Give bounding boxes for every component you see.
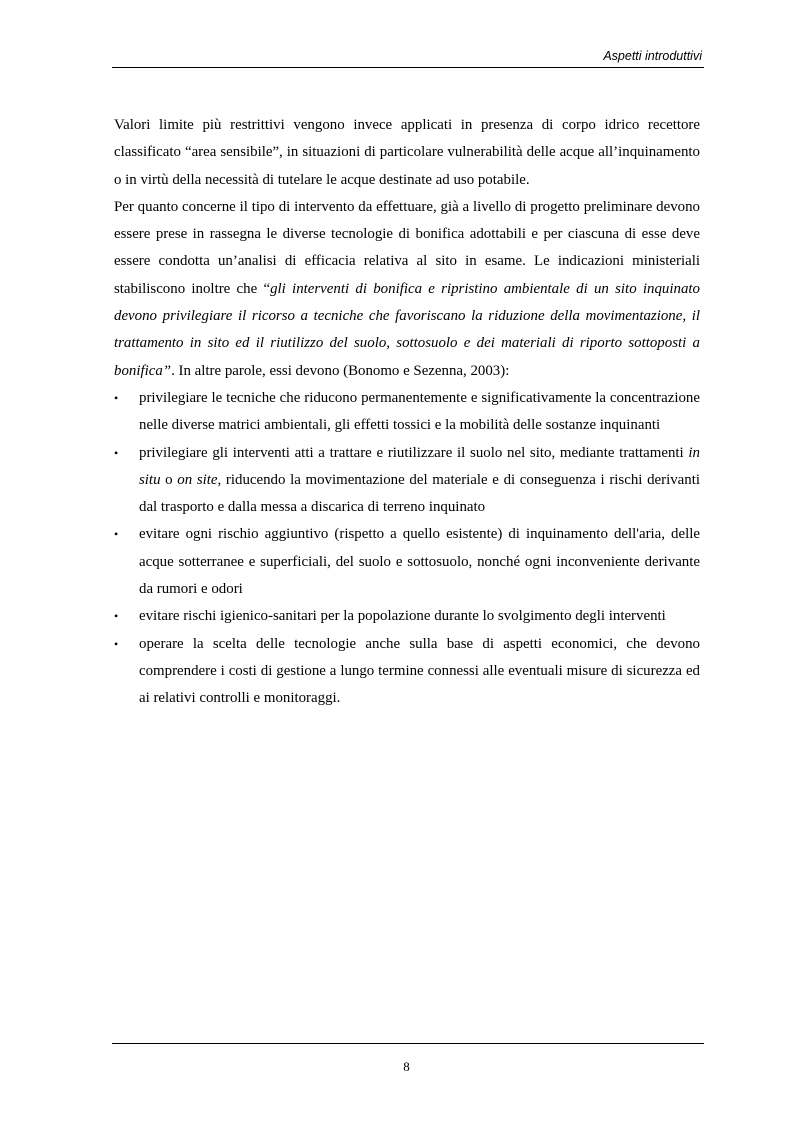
page-content (114, 112, 700, 713)
paragraph-2-intro: Per quanto concerne il tipo di intervento da effettuare, già a livello di progetto preliminare devono essere prese in rassegna le diverse tecnologie di bonifica adottabili e per ciascuna di esse deve essere condotta un’analisi di efficacia relativa al sito in esame. Le indicazioni ministeriali stabiliscono inoltre che “ (114, 198, 700, 297)
paragraph-1: Valori limite più restrittivi vengono invece applicati in presenza di corpo idrico recettore classificato “area sensibile”, in situazioni di particolare vulnerabilità delle acque all’inquinamento o in virtù della necessità di tutelare le acque destinate ad uso potabile. (114, 117, 700, 188)
list-item (114, 521, 700, 603)
list-item-text-part: , riducendo la movimentazione del materiale e di conseguenza i rischi derivanti dal trasporto e dalla messa a discarica di terreno inquinato (139, 471, 700, 516)
bullet-icon: • (114, 390, 119, 405)
list-item-italic-term: on site (177, 471, 218, 488)
list-item (114, 440, 700, 522)
bullet-icon: • (114, 445, 119, 460)
list-item-text-part: o (160, 471, 178, 488)
list-item-text: evitare rischi igienico-sanitari per la popolazione durante lo svolgimento degli interventi (139, 608, 666, 625)
list-item-text-part: privilegiare gli interventi atti a trattare e riutilizzare il suolo nel sito, mediante trattamenti (139, 444, 689, 461)
footer-rule (112, 1043, 704, 1044)
list-item (114, 631, 700, 713)
requirements-list (114, 385, 700, 713)
list-item-text: evitare ogni rischio aggiuntivo (rispetto a quello esistente) di inquinamento dell'aria, delle acque sotterranee e superficiali, del suolo e sottosuolo, nonché ogni inconveniente derivante da rumori e odori (139, 526, 700, 598)
list-item-italic-term: in situ (139, 444, 700, 488)
bullet-icon: • (114, 527, 119, 542)
page-header (112, 49, 704, 68)
list-item (114, 603, 700, 630)
page-number: 8 (403, 1059, 410, 1074)
bullet-icon: • (114, 609, 119, 624)
paragraph-2 (114, 194, 700, 385)
header-title: Aspetti introduttivi (603, 49, 702, 63)
paragraph-2-quote: gli interventi di bonifica e ripristino ambientale di un sito inquinato devono privilegiare il ricorso a tecniche che favoriscano la riduzione della movimentazione, il trattamento in sito ed il riutilizzo del suolo, sottosuolo e dei materiali di riporto sottoposti a bonifica” (114, 280, 700, 379)
list-item-text: privilegiare le tecniche che riducono permanentemente e significativamente la concentrazione nelle diverse matrici ambientali, gli effetti tossici e la mobilità delle sostanze inquinanti (139, 389, 700, 434)
bullet-icon: • (114, 636, 119, 651)
list-item (114, 385, 700, 440)
paragraph-2-end: . In altre parole, essi devono (Bonomo e Sezenna, 2003): (171, 362, 510, 379)
list-item-text: operare la scelta delle tecnologie anche sulla base di aspetti economici, che devono comprendere i costi di gestione a lungo termine connessi alle eventuali misure di sicurezza ed ai relativi controlli e monitoraggi. (139, 635, 700, 707)
